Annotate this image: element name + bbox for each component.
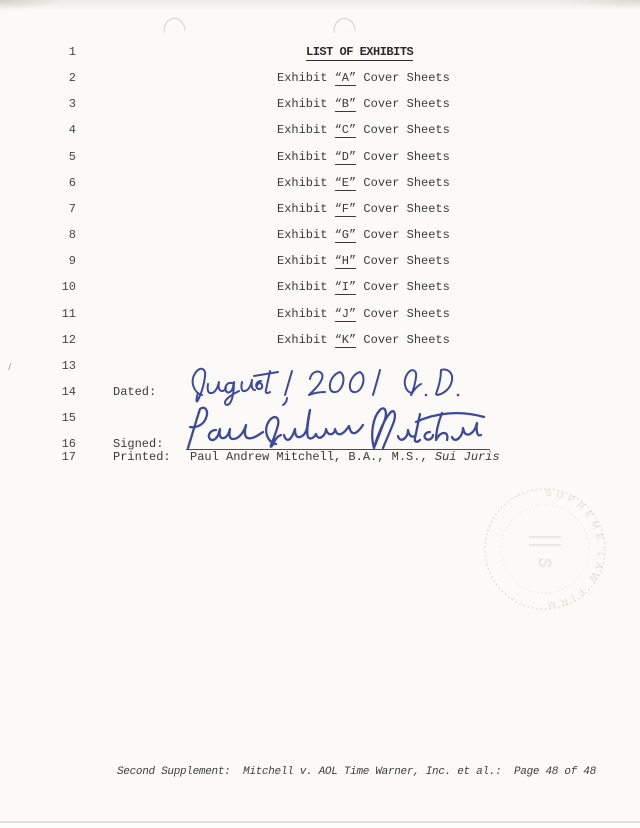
exhibit-entry xyxy=(277,228,450,242)
exhibit-prefix: Exhibit xyxy=(277,150,335,164)
exhibit-suffix: Cover Sheets xyxy=(356,280,450,294)
exhibit-prefix: Exhibit xyxy=(277,123,335,137)
punch-hole-shadow-right xyxy=(332,17,355,33)
exhibit-entry xyxy=(277,97,450,111)
line-number: 14 xyxy=(61,385,76,399)
exhibit-letter: “J” xyxy=(334,307,357,321)
line-number: 15 xyxy=(61,411,76,425)
exhibit-entry xyxy=(277,333,450,347)
page-footer: Second Supplement: Mitchell v. AOL Time Warner, Inc. et al.: Page 48 of 48 xyxy=(117,766,596,778)
line-11 xyxy=(0,307,640,322)
exhibit-suffix: Cover Sheets xyxy=(356,123,450,137)
dated-label: Dated: xyxy=(113,385,157,399)
exhibit-suffix: Cover Sheets xyxy=(356,254,450,268)
line-14 xyxy=(0,385,640,400)
exhibit-prefix: Exhibit xyxy=(277,333,335,347)
seal-center-glyph: S xyxy=(535,557,555,569)
exhibit-entry xyxy=(277,150,450,164)
exhibit-suffix: Cover Sheets xyxy=(356,150,450,164)
line-6 xyxy=(0,176,640,191)
exhibit-entry xyxy=(277,71,450,85)
exhibit-letter: “F” xyxy=(334,202,357,216)
exhibit-suffix: Cover Sheets xyxy=(356,228,450,242)
exhibit-entry xyxy=(277,202,450,216)
seal-text: SUPREME LAW FIRM xyxy=(542,487,607,611)
exhibit-letter: “C” xyxy=(334,123,357,137)
line-number: 17 xyxy=(61,450,76,464)
line-number: 16 xyxy=(61,437,76,451)
line-3 xyxy=(0,97,640,112)
exhibit-letter: “K” xyxy=(334,333,357,347)
line-number: 4 xyxy=(68,123,76,137)
line-12 xyxy=(0,333,640,348)
exhibit-prefix: Exhibit xyxy=(277,97,335,111)
line-8 xyxy=(0,228,640,243)
exhibit-prefix: Exhibit xyxy=(277,71,335,85)
printed-name-main: Paul Andrew Mitchell, B.A., M.S., xyxy=(190,450,435,464)
exhibit-suffix: Cover Sheets xyxy=(356,333,450,347)
line-number: 5 xyxy=(68,150,76,164)
exhibit-suffix: Cover Sheets xyxy=(356,176,450,190)
exhibit-entry xyxy=(277,307,450,321)
exhibit-entry xyxy=(277,280,450,294)
line-17 xyxy=(0,450,640,465)
page-title: LIST OF EXHIBITS xyxy=(306,45,414,59)
line-number: 10 xyxy=(61,280,76,294)
exhibit-suffix: Cover Sheets xyxy=(356,71,450,85)
line-9 xyxy=(0,254,640,269)
exhibit-prefix: Exhibit xyxy=(277,280,335,294)
line-4 xyxy=(0,123,640,138)
exhibit-letter: “H” xyxy=(334,254,357,268)
line-number: 3 xyxy=(68,97,76,111)
line-number: 12 xyxy=(61,333,76,347)
exhibit-entry xyxy=(277,123,450,137)
line-number: 13 xyxy=(61,359,76,373)
exhibit-suffix: Cover Sheets xyxy=(356,202,450,216)
exhibit-suffix: Cover Sheets xyxy=(356,97,450,111)
exhibit-entry xyxy=(277,254,450,268)
printed-name xyxy=(190,450,500,464)
line-5 xyxy=(0,150,640,165)
line-number: 6 xyxy=(68,176,76,190)
line-1 xyxy=(0,45,640,60)
line-7 xyxy=(0,202,640,217)
exhibit-prefix: Exhibit xyxy=(277,176,335,190)
line-10 xyxy=(0,280,640,295)
exhibit-prefix: Exhibit xyxy=(277,202,335,216)
embossed-seal xyxy=(479,483,611,615)
line-number: 11 xyxy=(61,307,76,321)
line-15 xyxy=(0,411,640,426)
exhibit-letter: “E” xyxy=(334,176,357,190)
line-number: 8 xyxy=(68,228,76,242)
printed-label: Printed: xyxy=(113,450,171,464)
printed-name-suijuris: Sui Juris xyxy=(434,450,500,464)
exhibit-letter: “I” xyxy=(334,280,357,294)
line-number: 9 xyxy=(68,254,76,268)
exhibit-letter: “D” xyxy=(334,150,357,164)
exhibit-suffix: Cover Sheets xyxy=(356,307,450,321)
signed-label: Signed: xyxy=(113,437,164,451)
exhibit-prefix: Exhibit xyxy=(277,307,335,321)
exhibit-letter: “G” xyxy=(334,228,357,242)
exhibit-entry xyxy=(277,176,450,190)
line-number: 7 xyxy=(68,202,76,216)
line-13 xyxy=(0,359,640,374)
line-number: 1 xyxy=(68,45,76,59)
exhibit-letter: “B” xyxy=(334,97,357,111)
exhibit-prefix: Exhibit xyxy=(277,228,335,242)
exhibit-prefix: Exhibit xyxy=(277,254,335,268)
exhibit-letter: “A” xyxy=(334,71,357,85)
scan-below-page xyxy=(0,823,640,828)
line-number: 2 xyxy=(68,71,76,85)
line-2 xyxy=(0,71,640,86)
punch-hole-shadow-left xyxy=(162,17,185,33)
scan-top-edge-shadow xyxy=(0,0,640,12)
